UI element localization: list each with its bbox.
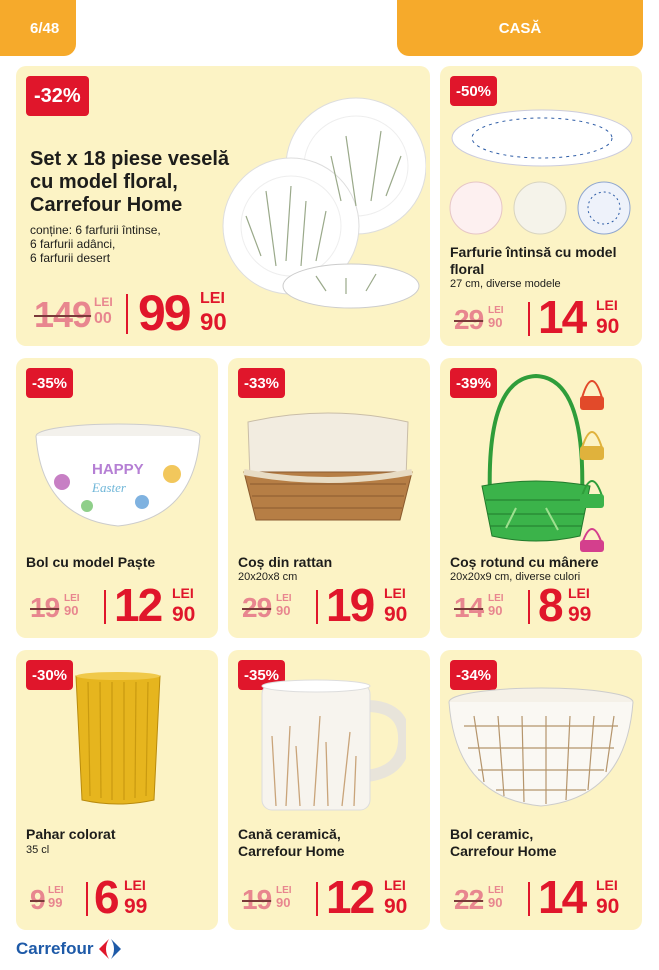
new-price-int: 14 (538, 291, 586, 343)
title-line: Carrefour Home (238, 843, 345, 859)
new-price-dec: 90 (596, 895, 620, 918)
old-price (30, 592, 80, 624)
old-price-int: 19 (30, 592, 60, 623)
detail-line: 35 cl (26, 844, 50, 856)
bowl-text-happy: HAPPY (92, 461, 144, 478)
new-price-int: 14 (538, 871, 586, 923)
new-price-int: 99 (138, 285, 190, 341)
currency-label: LEI (384, 585, 406, 601)
new-price-dec: 90 (384, 895, 408, 918)
product-card-mug[interactable] (228, 650, 430, 930)
new-price (326, 579, 408, 631)
old-price (454, 884, 504, 916)
title-line: Carrefour Home (30, 194, 183, 216)
old-price-dec: 99 (48, 895, 63, 910)
product-card-plate[interactable] (440, 66, 642, 346)
currency-label: LEI (568, 585, 590, 601)
plate-image (446, 106, 638, 246)
new-price-dec: 90 (200, 309, 227, 336)
title-line: floral (450, 261, 485, 277)
new-price-int: 19 (326, 579, 374, 631)
price-separator (528, 302, 530, 336)
currency-label: LEI (94, 295, 113, 309)
old-price (454, 592, 504, 624)
new-price-dec: 90 (384, 603, 408, 626)
currency-label: LEI (488, 593, 504, 604)
old-price (242, 592, 292, 624)
currency-label: LEI (64, 593, 80, 604)
price-separator (528, 882, 530, 916)
price-separator (104, 590, 106, 624)
easter-bowl-image (32, 422, 204, 532)
old-price (454, 304, 504, 336)
ceramic-bowl-image (444, 686, 638, 810)
round-basket-image (476, 368, 640, 553)
currency-label: LEI (384, 877, 406, 893)
currency-label: LEI (488, 305, 504, 316)
mug-image (256, 676, 406, 816)
new-price-int: 6 (94, 871, 118, 923)
old-price-dec: 00 (94, 310, 112, 327)
detail-line: 27 cm, diverse modele (450, 278, 561, 290)
product-card-rattan-basket[interactable] (228, 358, 430, 638)
currency-label: LEI (124, 877, 146, 893)
old-price-dec: 90 (276, 895, 291, 910)
discount-badge: -32% (26, 76, 89, 116)
old-price-int: 149 (34, 294, 92, 335)
title-line: Set x 18 piese veselă (30, 148, 230, 170)
old-price-int: 14 (454, 592, 484, 623)
new-price-int: 12 (114, 579, 162, 631)
old-price-int: 29 (454, 304, 484, 335)
category-tab[interactable] (397, 0, 643, 56)
product-card-round-basket[interactable] (440, 358, 642, 638)
title-line: Bol cu model Paște (26, 554, 156, 570)
title-line: cu model floral, (30, 171, 178, 193)
discount-badge: -30% (26, 660, 73, 690)
currency-label: LEI (172, 585, 194, 601)
product-card-glass[interactable] (16, 650, 218, 930)
detail-line: 6 farfurii adânci, (30, 237, 116, 251)
price-separator (528, 590, 530, 624)
product-card-easter-bowl[interactable] (16, 358, 218, 638)
new-price-int: 12 (326, 871, 374, 923)
title-line: Pahar colorat (26, 826, 116, 842)
new-price (538, 291, 620, 343)
product-card-ceramic-bowl[interactable] (440, 650, 642, 930)
old-price-dec: 90 (488, 315, 503, 330)
new-price-dec: 90 (596, 315, 620, 338)
currency-label: LEI (200, 290, 225, 307)
title-line: Farfurie întinsă cu model (450, 244, 617, 260)
new-price (94, 871, 148, 923)
discount-badge: -33% (238, 368, 285, 398)
detail-line: 20x20x9 cm, diverse culori (450, 571, 581, 583)
dish-set-image (206, 96, 426, 316)
price-separator (316, 590, 318, 624)
carrefour-logo[interactable] (16, 938, 123, 960)
new-price (538, 579, 592, 631)
currency-label: LEI (596, 297, 618, 313)
old-price (242, 884, 292, 916)
currency-label: LEI (488, 885, 504, 896)
new-price-dec: 90 (172, 603, 196, 626)
new-price (538, 871, 620, 923)
price-separator (316, 882, 318, 916)
page-number: 6/48 (0, 0, 76, 56)
discount-badge: -35% (238, 660, 285, 690)
old-price-dec: 90 (488, 603, 503, 618)
currency-label: LEI (48, 885, 64, 896)
new-price-dec: 99 (124, 895, 148, 918)
old-price-dec: 90 (488, 895, 503, 910)
page-number-tab (16, 0, 60, 56)
old-price (34, 294, 113, 336)
new-price (138, 285, 227, 341)
title-line: Coș din rattan (238, 554, 333, 570)
currency-label: LEI (276, 593, 292, 604)
detail-line: 6 farfurii desert (30, 251, 111, 265)
bowl-text-easter: Easter (92, 480, 126, 495)
new-price (326, 871, 408, 923)
title-line: Coș rotund cu mânere (450, 554, 599, 570)
category-label: CASĂ (498, 19, 542, 37)
logo-text: Carrefour (16, 939, 94, 958)
old-price-int: 29 (242, 592, 272, 623)
old-price (30, 884, 64, 916)
old-price-dec: 90 (64, 603, 79, 618)
new-price-dec: 99 (568, 603, 592, 626)
detail-line: 20x20x8 cm (238, 571, 298, 583)
title-line: Bol ceramic, (450, 826, 534, 842)
product-card-dish-set[interactable] (16, 66, 430, 346)
discount-badge: -50% (450, 76, 497, 106)
discount-badge: -39% (450, 368, 497, 398)
old-price-int: 22 (454, 884, 484, 915)
currency-label: LEI (596, 877, 618, 893)
rattan-basket-image (238, 402, 418, 524)
old-price-int: 19 (242, 884, 272, 915)
old-price-dec: 90 (276, 603, 291, 618)
currency-label: LEI (276, 885, 292, 896)
price-separator (126, 294, 128, 334)
new-price-int: 8 (538, 579, 562, 631)
discount-badge: -35% (26, 368, 73, 398)
new-price (114, 579, 196, 631)
detail-line: conține: 6 farfurii întinse, (30, 223, 161, 237)
price-separator (86, 882, 88, 916)
carrefour-logo-icon (97, 938, 123, 960)
glass-image (68, 672, 168, 812)
title-line: Carrefour Home (450, 843, 557, 859)
discount-badge: -34% (450, 660, 497, 690)
old-price-int: 9 (30, 884, 45, 915)
title-line: Cană ceramică, (238, 826, 341, 842)
